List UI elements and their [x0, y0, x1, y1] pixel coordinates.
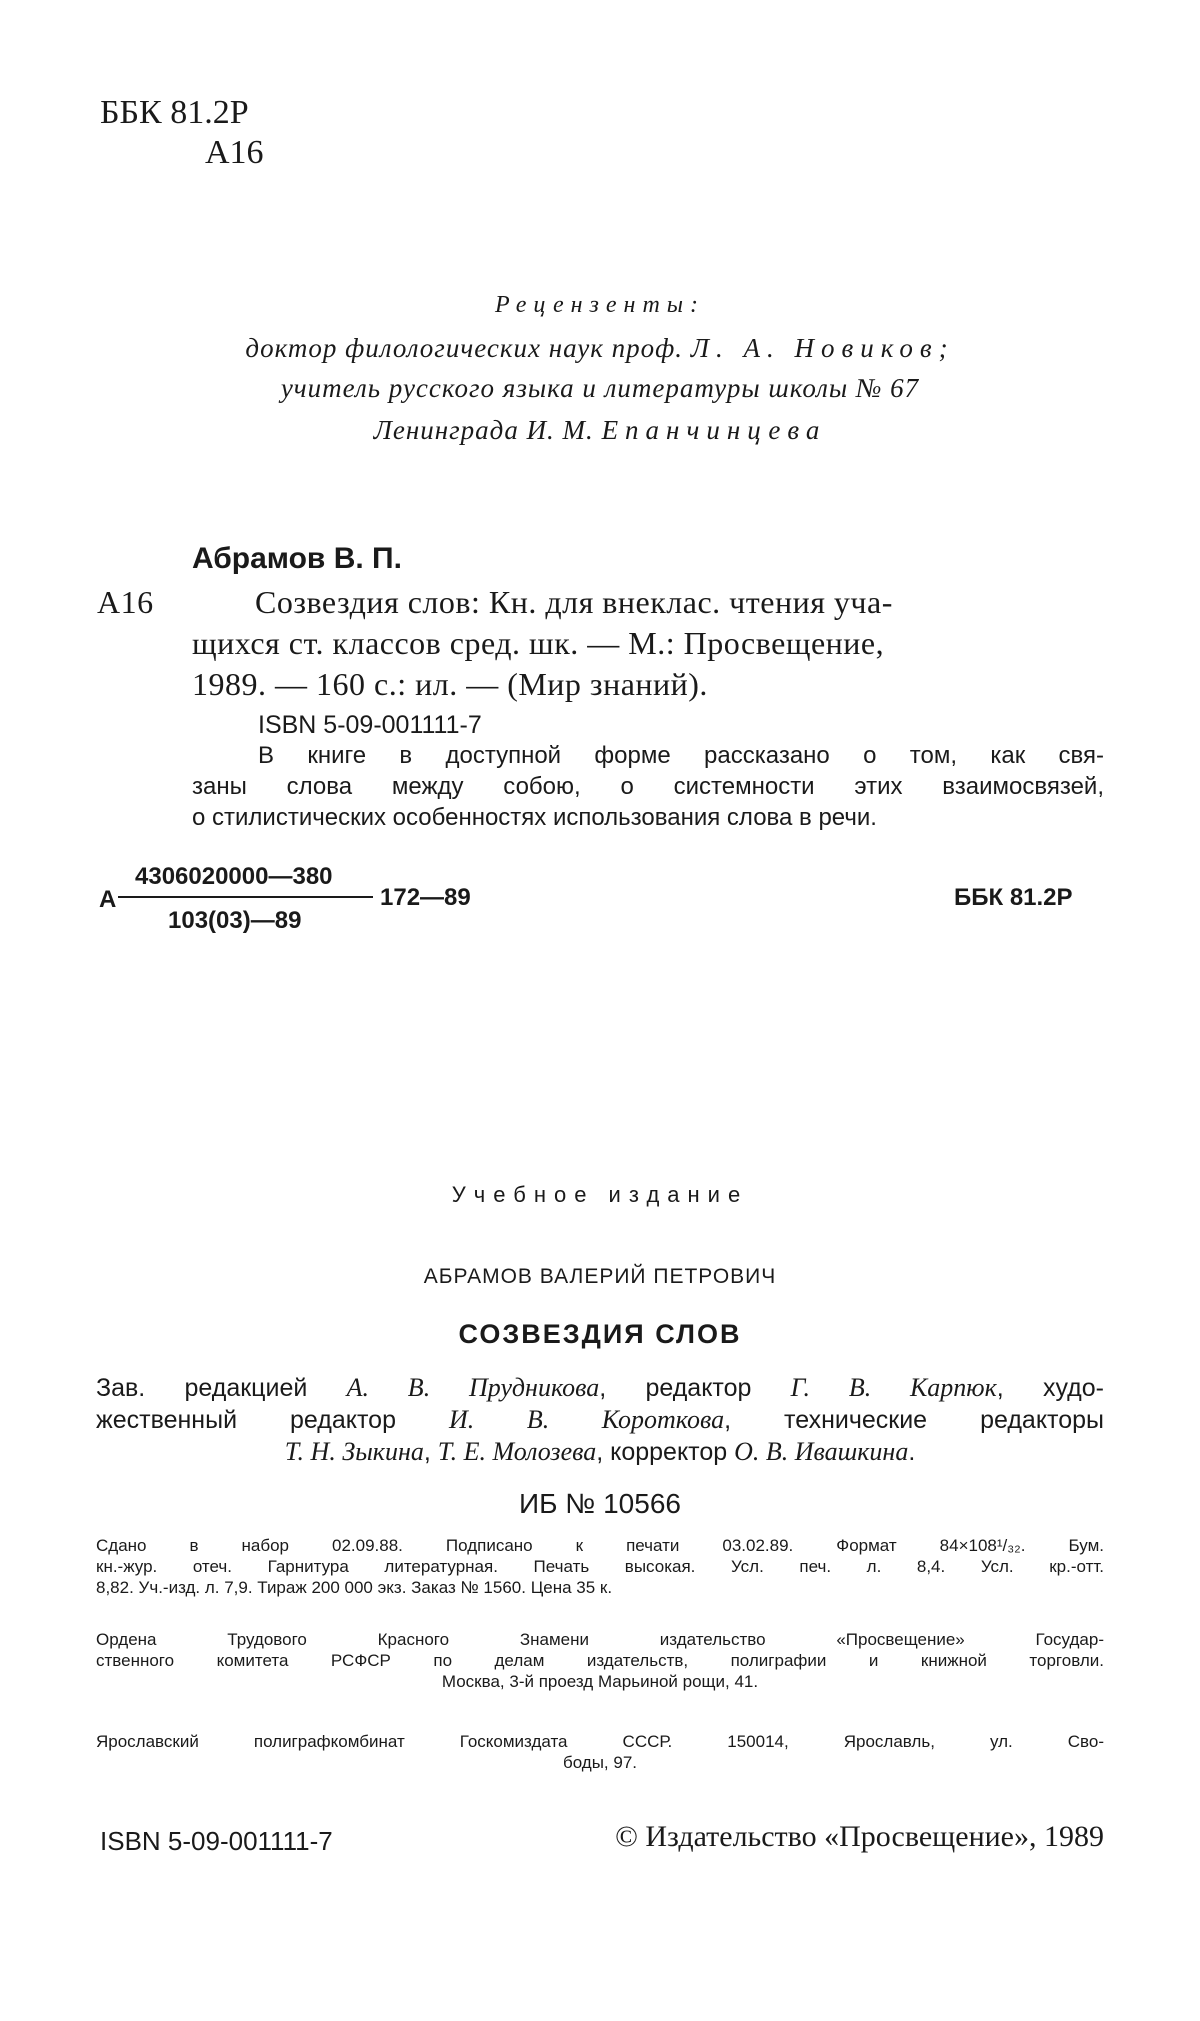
reviewers-heading: Рецензенты:: [494, 292, 706, 318]
code-numerator: 4306020000—380: [135, 863, 333, 890]
catalog-line-1: Созвездия слов: Кн. для внеклас. чтения уча-: [255, 584, 893, 620]
print-details-line-2: кн.-жур. отеч. Гарнитура литературная. Печать высокая. Усл. печ. л. 8,4. Усл. кр.-отт.: [96, 1557, 1104, 1576]
catalog-index: А16: [97, 584, 154, 620]
fraction-bar: [118, 896, 373, 898]
staff-line-3: [96, 1436, 1104, 1468]
reviewer-1: [50, 333, 1150, 364]
staff-name: Т. Н. Зыкина: [284, 1437, 424, 1466]
code-denominator: 103(03)—89: [168, 907, 302, 934]
catalog-isbn: ISBN 5-09-001111-7: [258, 711, 482, 739]
staff-role: Зав. редакцией: [96, 1374, 347, 1402]
printing-plant: [96, 1731, 1104, 1773]
bbk-code-top: ББК 81.2Р: [100, 94, 249, 131]
publisher-info: [96, 1629, 1104, 1692]
footer-isbn: ISBN 5-09-001111-7: [100, 1826, 333, 1856]
copyright: © Издательство «Просвещение», 1989: [615, 1820, 1104, 1853]
annotation-line-3: о стилистических особенностях использования слова в речи.: [192, 804, 877, 831]
catalog-line-3: 1989. — 160 с.: ил. — (Мир знаний).: [192, 666, 708, 702]
reviewer-1-name: Л. А. Новиков;: [690, 333, 955, 363]
catalog-author: Абрамов В. П.: [192, 542, 402, 575]
staff-role: , корректор: [596, 1438, 735, 1466]
ib-number: ИБ № 10566: [519, 1488, 681, 1519]
print-details: [96, 1535, 1104, 1598]
author-full-name: АБРАМОВ ВАЛЕРИЙ ПЕТРОВИЧ: [423, 1265, 777, 1288]
staff-role: , технические редакторы: [724, 1406, 1104, 1434]
staff-sep: ,: [423, 1438, 438, 1466]
staff-name: О. В. Ивашкина: [734, 1437, 909, 1466]
bbk-code-right: ББК 81.2Р: [954, 884, 1073, 911]
reviewer-2-title: учитель русского языка и литературы школы № 67: [280, 373, 920, 403]
staff-role: , редактор: [599, 1374, 791, 1402]
staff-role: жественный редактор: [96, 1406, 449, 1434]
reviewer-2-city: Ленинграда И. М.: [373, 415, 602, 445]
author-index-top: А16: [205, 134, 264, 171]
publisher-line-3: Москва, 3-й проезд Марьиной рощи, 41.: [441, 1672, 759, 1691]
publisher-line-1: Ордена Трудового Красного Знамени издательство «Просвещение» Государ-: [96, 1630, 1104, 1649]
code-letter: А: [99, 886, 117, 913]
reviewer-2: [50, 415, 1150, 446]
staff-name: Т. Е. Молозева: [437, 1437, 597, 1466]
book-title: СОЗВЕЗДИЯ СЛОВ: [458, 1319, 742, 1349]
printing-plant-line-2: боды, 97.: [562, 1753, 638, 1772]
catalog-line-2: щихся ст. классов сред. шк. — М.: Просвещение,: [192, 625, 885, 661]
staff-line-1: [96, 1372, 1104, 1404]
staff-role: , худо-: [996, 1374, 1104, 1402]
staff-name: Г. В. Карпюк: [790, 1373, 997, 1402]
staff-sep: .: [908, 1438, 916, 1466]
print-details-line-3: 8,82. Уч.-изд. л. 7,9. Тираж 200 000 экз. Заказ № 1560. Цена 35 к.: [96, 1578, 613, 1597]
reviewer-2-name: Епанчинцева: [601, 415, 827, 445]
annotation-line-1: В книге в доступной форме рассказано о том, как свя-: [258, 742, 1104, 769]
printing-plant-line-1: Ярославский полиграфкомбинат Госкомиздата СССР. 150014, Ярославль, ул. Сво-: [96, 1732, 1104, 1751]
staff-line-2: [96, 1404, 1104, 1436]
edition-type: Учебное издание: [451, 1182, 749, 1207]
staff-name: И. В. Короткова: [448, 1405, 725, 1434]
print-details-line-1: Сдано в набор 02.09.88. Подписано к печати 03.02.89. Формат 84×108¹/₃₂. Бум.: [96, 1536, 1104, 1555]
reviewer-1-title: доктор филологических наук проф.: [245, 333, 691, 363]
annotation-line-2: заны слова между собою, о системности этих взаимосвязей,: [192, 773, 1104, 800]
staff-name: А. В. Прудникова: [346, 1373, 600, 1402]
publisher-line-2: ственного комитета РСФСР по делам издательств, полиграфии и книжной торговли.: [96, 1651, 1104, 1670]
code-year: 172—89: [380, 884, 471, 911]
